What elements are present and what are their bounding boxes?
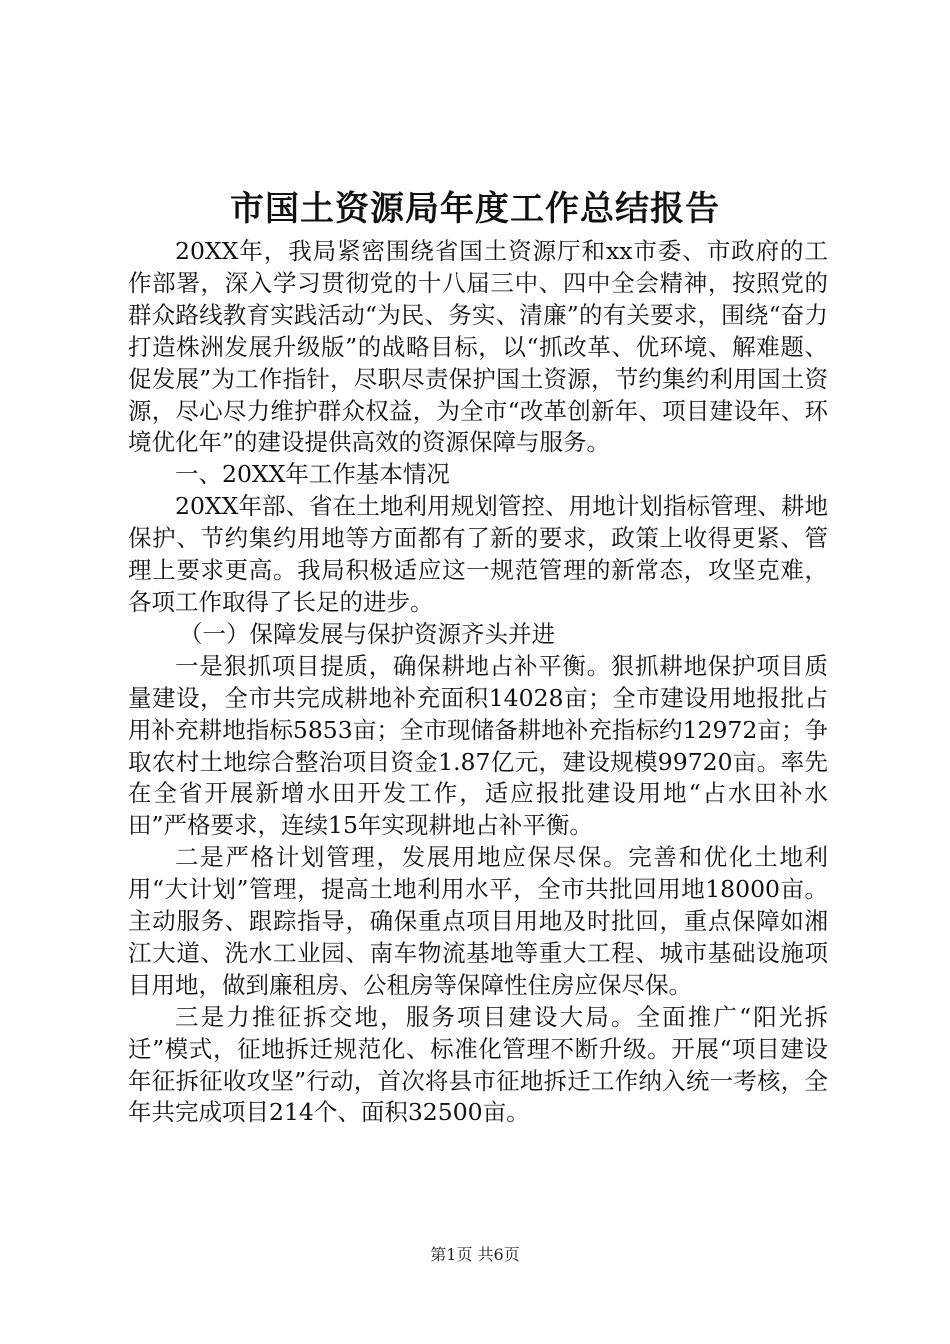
section-heading: 一、20XX年工作基本情况 xyxy=(175,460,450,489)
body-paragraph-1: 一是狠抓项目提质，确保耕地占补平衡。狠抓耕地保护项目质量建设，全市共完成耕地补充面积14028亩；全市建设用地报批占用补充耕地指标5853亩；全市现储备耕地补充指标约12972亩；争取农村土地综合整治项目资金1.87亿元，建设规模99720亩。率先在全省开展新增水田开发工作，适应报批建设用地“占水田补水田”严格要求，连续15年实现耕地占补平衡。 xyxy=(128,651,828,840)
subsection-heading: （一）保障发展与保护资源齐头并进 xyxy=(179,619,555,648)
document-title: 市国土资源局年度工作总结报告 xyxy=(230,189,720,229)
page-number-footer: 第1页 共6页 xyxy=(430,1245,520,1264)
body-paragraph-2: 二是严格计划管理，发展用地应保尽保。完善和优化土地利用“大计划”管理，提高土地利用水平，全市共批回用地18000亩。主动服务、跟踪指导，确保重点项目用地及时批回，重点保障如湘江大道、洗水工业园、南车物流基地等重大工程、城市基础设施项目用地，做到廉租房、公租房等保障性住房应保尽保。 xyxy=(128,843,828,999)
section-intro-paragraph: 20XX年部、省在土地利用规划管控、用地计划指标管理、耕地保护、节约集约用地等方面都有了新的要求，政策上收得更紧、管理上要求更高。我局积极适应这一规范管理的新常态，攻坚克难，各项工作取得了长足的进步。 xyxy=(128,492,828,616)
body-paragraph-3: 三是力推征拆交地，服务项目建设大局。全面推广“阳光拆迁”模式，征地拆迁规范化、标准化管理不断升级。开展“项目建设年征拆征收攻坚”行动，首次将县市征地拆迁工作纳入统一考核，全年共完成项目214个、面积32500亩。 xyxy=(128,1002,828,1127)
intro-paragraph: 20XX年，我局紧密围绕省国土资源厅和xx市委、市政府的工作部署，深入学习贯彻党的十八届三中、四中全会精神，按照党的群众路线教育实践活动“为民、务实、清廉”的有关要求，围绕“奋力打造株洲发展升级版”的战略目标，以“抓改革、优环境、解难题、促发展”为工作指针，尽职尽责保护国土资源，节约集约利用国土资源，尽心尽力维护群众权益，为全市“改革创新年、项目建设年、环境优化年”的建设提供高效的资源保障与服务。 xyxy=(128,237,828,457)
document-body xyxy=(128,236,828,1129)
